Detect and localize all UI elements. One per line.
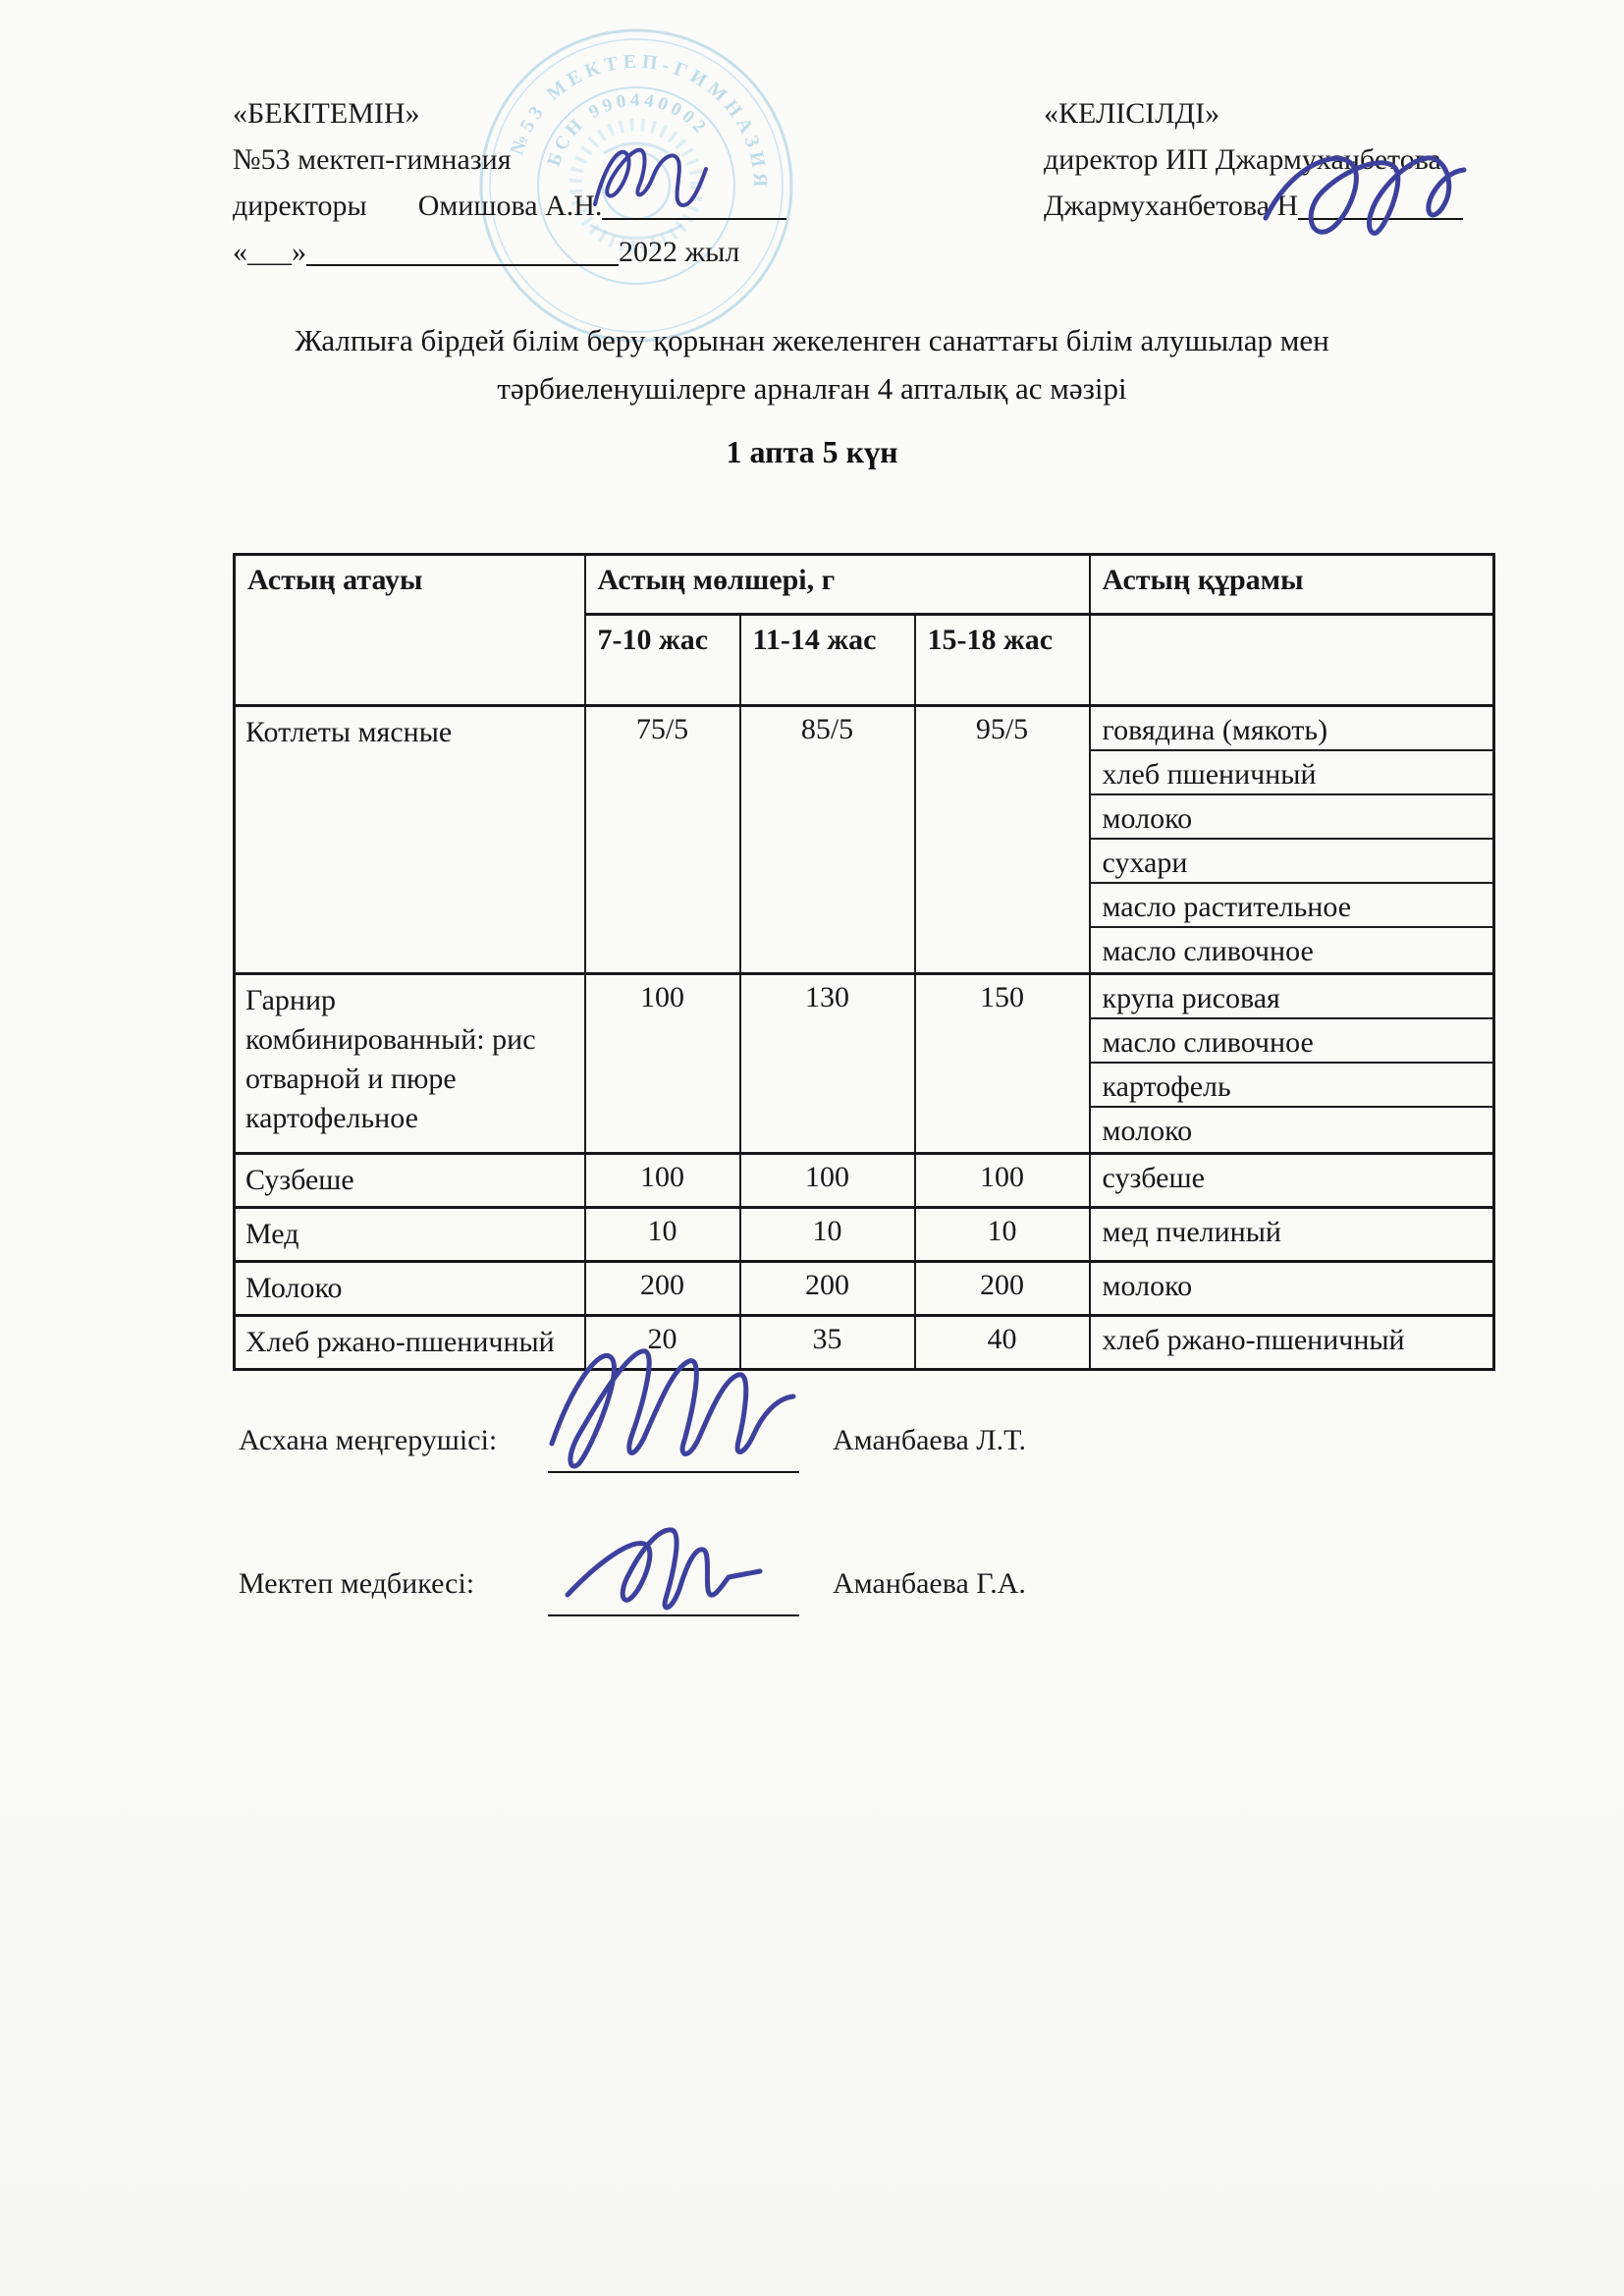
dish-name-cell: Сузбеше [235, 1154, 585, 1208]
amount-cell: 100 [740, 1154, 915, 1208]
title-line2: тәрбиеленушілерге арналған 4 апталық ас мәзірі [497, 371, 1127, 406]
amount-cell: 75/5 [585, 706, 740, 974]
school-nurse-signature-ink [560, 1501, 790, 1623]
menu-row [235, 1154, 1494, 1208]
week-day-subtitle: 1 апта 5 күн [726, 434, 898, 469]
header-composition: Астың құрамы [1090, 555, 1494, 615]
date-line [306, 233, 619, 266]
dish-name-cell: Гарнир комбинированный: рис отварной и пюре картофельное [235, 974, 585, 1154]
composition-cell [1090, 706, 1494, 974]
signature-line [548, 1471, 799, 1473]
amount-cell: 200 [740, 1262, 915, 1316]
composition-cell [1090, 1316, 1494, 1370]
ingredient-item: говядина (мякоть) [1091, 707, 1493, 751]
composition-cell [1090, 1154, 1494, 1208]
approval-right-line1: «КЕЛІСІЛДІ» [1044, 97, 1220, 130]
approval-block-right [1044, 90, 1463, 229]
ingredient-item: крупа рисовая [1091, 975, 1493, 1019]
signature-line [1298, 187, 1463, 220]
date-quotes: «___» [233, 236, 306, 268]
amount-cell: 35 [740, 1316, 915, 1370]
ingredient-item: масло сливочное [1091, 1019, 1493, 1064]
school-nurse-name: Аманбаева Г.А. [833, 1567, 1026, 1600]
amount-cell: 200 [915, 1262, 1090, 1316]
ingredient-item: молоко [1102, 1115, 1193, 1147]
amount-cell: 40 [915, 1316, 1090, 1370]
amount-cell: 85/5 [740, 706, 915, 974]
header-age-11-14: 11-14 жас [740, 615, 915, 706]
approval-block-left [233, 90, 786, 275]
director-label: директоры [233, 190, 367, 222]
amount-cell: 200 [585, 1262, 740, 1316]
document-title [0, 316, 1624, 412]
menu-row [235, 706, 1494, 974]
director-name: Омишова А.Н. [417, 190, 603, 222]
menu-table [233, 553, 1495, 1371]
ingredient-list [1091, 707, 1493, 972]
approval-left-line4 [233, 229, 786, 275]
ingredient-list [1091, 1155, 1493, 1199]
signature-line [548, 1614, 799, 1616]
amount-cell: 20 [585, 1316, 740, 1370]
header-age-7-10: 7-10 жас [585, 615, 740, 706]
agreed-name: Джармуханбетова Н [1044, 190, 1299, 222]
ingredient-list [1091, 1209, 1493, 1253]
canteen-manager-label: Асхана меңгерушісі: [239, 1424, 498, 1456]
ingredient-item: хлеб ржано-пшеничный [1102, 1324, 1405, 1356]
ingredient-list [1091, 975, 1493, 1152]
amount-cell: 100 [915, 1154, 1090, 1208]
ingredient-item: масло сливочное [1102, 935, 1314, 967]
ingredient-list [1091, 1263, 1493, 1307]
ingredient-item: хлеб пшеничный [1091, 751, 1493, 795]
ingredient-item: молоко [1091, 795, 1493, 840]
ingredient-item: молоко [1102, 1270, 1193, 1302]
dish-name-cell: Молоко [235, 1262, 585, 1316]
seal-ring-text: №53 МЕКТЕП-ГИМНАЗИЯ [506, 50, 772, 192]
dish-name-cell: Мед [235, 1208, 585, 1262]
amount-cell: 130 [740, 974, 915, 1154]
menu-row [235, 1262, 1494, 1316]
approval-right-line2: директор ИП Джармуханбетова [1044, 143, 1441, 176]
header-age-15-18: 15-18 жас [915, 615, 1090, 706]
amount-cell: 10 [915, 1208, 1090, 1262]
menu-row [235, 974, 1494, 1154]
amount-cell: 150 [915, 974, 1090, 1154]
approval-right-line3 [1044, 183, 1463, 229]
amount-cell: 100 [585, 1154, 740, 1208]
composition-cell [1090, 1262, 1494, 1316]
menu-row [235, 1316, 1494, 1370]
menu-row [235, 1208, 1494, 1262]
amount-cell: 10 [740, 1208, 915, 1262]
header-dish-name: Астың атауы [235, 555, 585, 706]
amount-cell: 100 [585, 974, 740, 1154]
ingredient-item: сухари [1091, 840, 1493, 884]
ingredient-item: сузбеше [1102, 1162, 1205, 1194]
composition-cell [1090, 974, 1494, 1154]
ingredient-item: картофель [1091, 1064, 1493, 1108]
amount-cell: 10 [585, 1208, 740, 1262]
header-amount: Астың мөлшері, г [585, 555, 1090, 615]
dish-name-cell: Котлеты мясные [235, 706, 585, 974]
menu-table-body [235, 706, 1494, 1370]
dish-name-cell: Хлеб ржано-пшеничный [235, 1316, 585, 1370]
year-label: 2022 жыл [619, 236, 740, 268]
approval-left-line3 [233, 183, 786, 229]
approval-left-line2: №53 мектеп-гимназия [233, 143, 512, 176]
ingredient-item: масло растительное [1091, 884, 1493, 928]
title-line1: Жалпыға бірдей білім беру қорынан жекеленген санаттағы білім алушылар мен [295, 323, 1329, 357]
composition-cell [1090, 1208, 1494, 1262]
ingredient-list [1091, 1317, 1493, 1361]
amount-cell: 95/5 [915, 706, 1090, 974]
header-composition-empty [1090, 615, 1494, 706]
school-nurse-label: Мектеп медбикесі: [239, 1567, 475, 1600]
canteen-manager-name: Аманбаева Л.Т. [833, 1424, 1026, 1456]
seal-bin-text: БСН 990440002 [543, 89, 713, 169]
menu-table-header [235, 555, 1494, 706]
signature-line [602, 187, 786, 220]
ingredient-item: мед пчелиный [1102, 1216, 1281, 1248]
approval-left-line1: «БЕКІТЕМІН» [233, 97, 420, 130]
